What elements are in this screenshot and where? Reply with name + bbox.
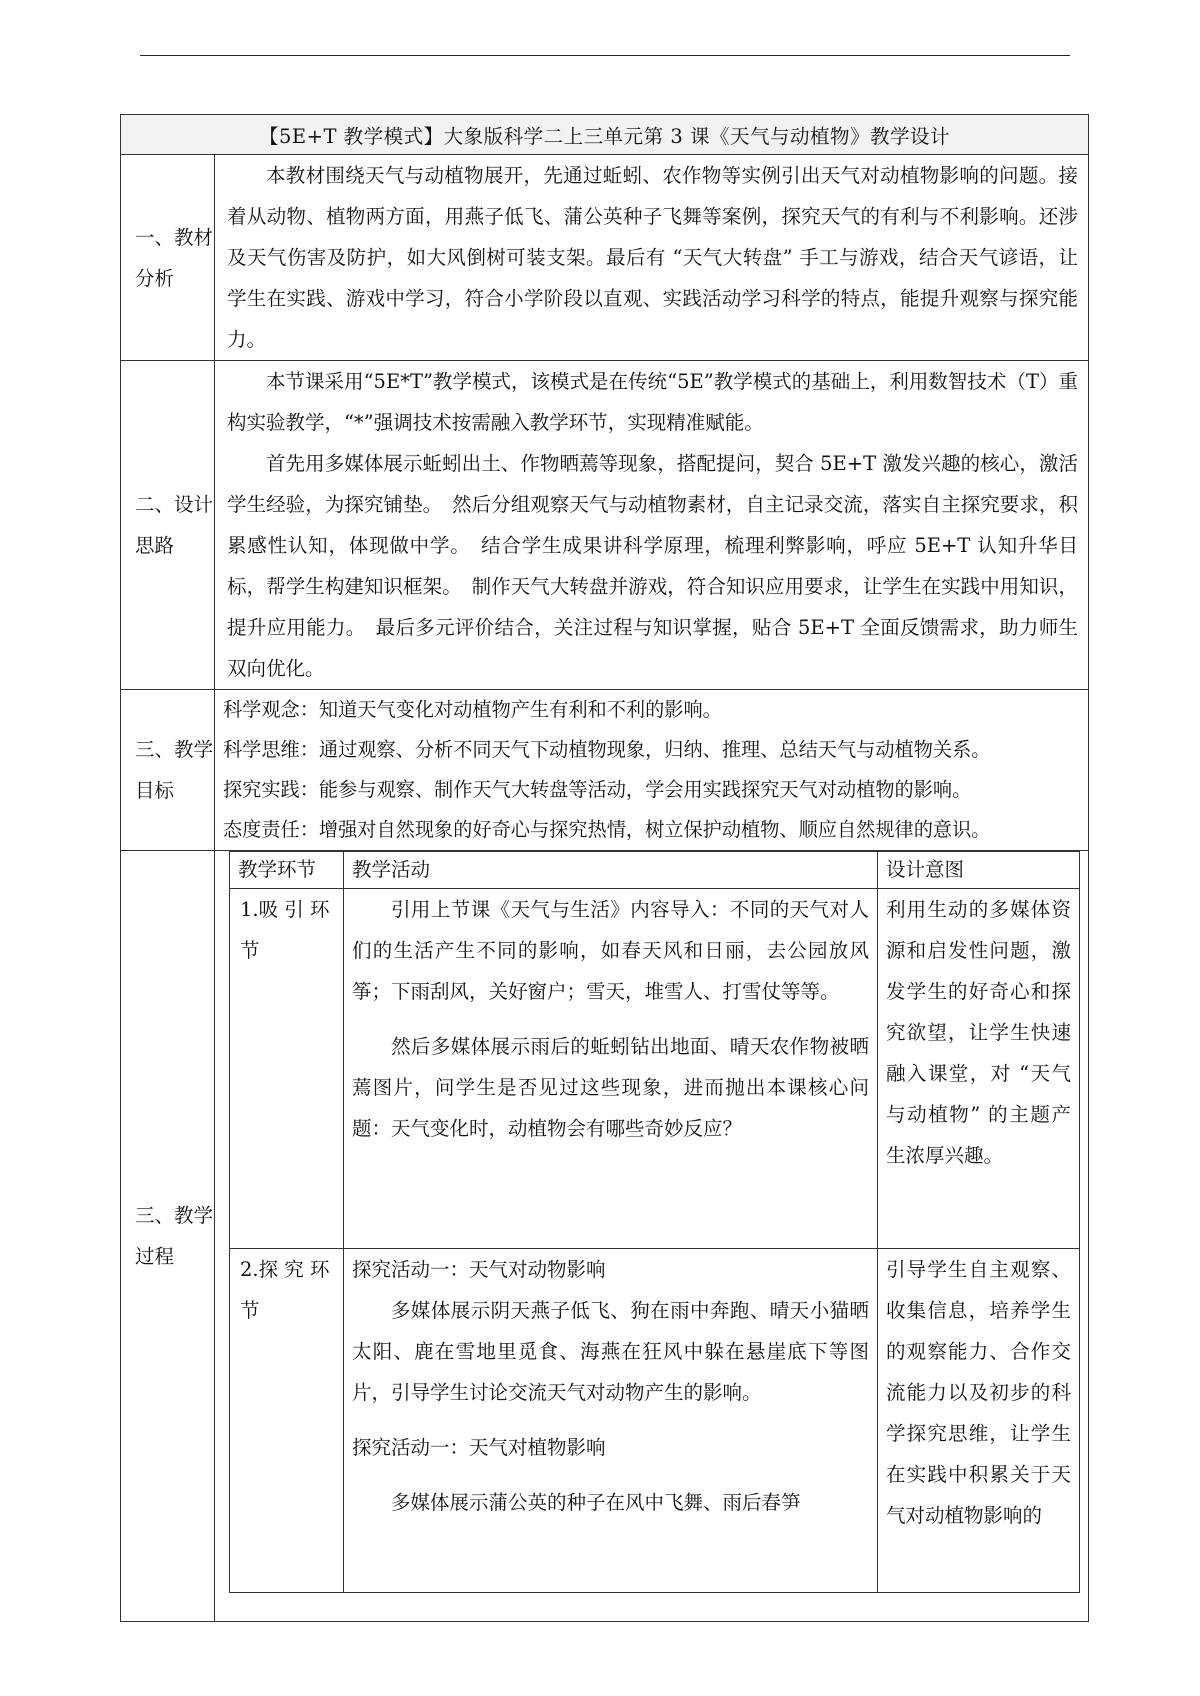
table-row [230,889,1080,1249]
design-text-cell [215,361,1089,690]
analysis-paragraph: 本教材围绕天气与动植物展开，先通过蚯蚓、农作物等实例引出天气对动植物影响的问题。接着从动物、植物两方面，用燕子低飞、蒲公英种子飞舞等案例，探究天气的有利与不利影响。还涉及天气伤害及防护，如大风倒树可装支架。最后有 “天气大转盘” 手工与游戏，结合天气谚语，让学生在实践、游戏中学习，符合小学阶段以直观、实践活动学习科学的特点，能提升观察与探究能力。 [227,164,1078,351]
process-header-row [230,852,1080,889]
activity-paragraph: 多媒体展示阴天燕子低飞、狗在雨中奔跑、晴天小猫晒太阳、鹿在雪地里觅食、海燕在狂风中躲在悬崖底下等图片，引导学生讨论交流天气对动物产生的影响。 [352,1299,869,1404]
intent-cell [878,1249,1080,1593]
lesson-plan-table [120,114,1089,1622]
header-activity: 教学活动 [344,852,878,889]
stage-cell: 2.探 究 环 节 [230,1249,344,1593]
goal-item: 探究实践：能参与观察、制作天气大转盘等活动，学会用实践探究天气对动植物的影响。 [223,778,972,801]
goal-item: 态度责任：增强对自然现象的好奇心与探究热情，树立保护动植物、顺应自然规律的意识。 [223,818,991,841]
document-title: 【5E+T 教学模式】大象版科学二上三单元第 3 课《天气与动植物》教学设计 [121,115,1089,155]
stage-cell: 1.吸 引 环 节 [230,889,344,1249]
activity-paragraph: 然后多媒体展示雨后的蚯蚓钻出地面、晴天农作物被晒蔫图片，问学生是否见过这些现象，进而抛出本课核心问题：天气变化时，动植物会有哪些奇妙反应？ [352,1035,869,1140]
activity-cell [344,889,878,1249]
intent-text: 引导学生自主观察、收集信息，培养学生的观察能力、合作交流能力以及初步的科学探究思维，让学生在实践中积累关于天气对动植物影响的 [886,1258,1071,1527]
section-label-design: 二、设计 思路 [121,361,215,690]
design-paragraph-2: 首先用多媒体展示蚯蚓出土、作物晒蔫等现象，搭配提问，契合 5E+T 激发兴趣的核心，激活学生经验，为探究铺垫。 然后分组观察天气与动植物素材，自主记录交流，落实自主探究要求，积累感性认知，体现做中学。 结合学生成果讲科学原理，梳理利弊影响，呼应 5E+T 认知升华目标，帮学生构建知识框架。 制作天气大转盘并游戏，符合知识应用要求，让学生在实践中用知识，提升应用能力。 最后多元评价结合，关注过程与知识掌握，贴合 5E+T 全面反馈需求，助力师生双向优化。 [227,452,1078,680]
section-analysis [121,155,1089,361]
section-design [121,361,1089,690]
section-label-goals: 三、教学 目标 [121,690,215,851]
goal-item: 科学思维：通过观察、分析不同天气下动植物现象，归纳、推理、总结天气与动植物关系。 [223,738,991,761]
activity-paragraph: 多媒体展示蒲公英的种子在风中飞舞、雨后春笋 [391,1491,801,1514]
activity-heading: 探究活动一：天气对动物影响 [352,1258,606,1281]
design-paragraph-1: 本节课采用“5E*T”教学模式，该模式是在传统“5E”教学模式的基础上，利用数智技术（T）重构实验教学，“*”强调技术按需融入教学环节，实现精准赋能。 [227,370,1078,434]
section-process [121,851,1089,1622]
intent-cell [878,889,1080,1249]
process-table [229,851,1080,1593]
process-cell [215,851,1089,1622]
section-label-process: 三、教学 过程 [121,851,215,1622]
section-label-analysis: 一、教材 分析 [121,155,215,361]
activity-cell [344,1249,878,1593]
header-rule [140,55,1070,56]
activity-heading: 探究活动一：天气对植物影响 [352,1436,606,1459]
header-intent: 设计意图 [878,852,1080,889]
header-stage: 教学环节 [230,852,344,889]
intent-text: 利用生动的多媒体资源和启发性问题，激发学生的好奇心和探究欲望，让学生快速融入课堂，对 “天气与动植物” 的主题产生浓厚兴趣。 [886,898,1071,1167]
analysis-text-cell [215,155,1089,361]
goal-item: 科学观念：知道天气变化对动植物产生有利和不利的影响。 [223,698,722,721]
goals-cell [215,690,1089,851]
table-row [230,1249,1080,1593]
activity-paragraph: 引用上节课《天气与生活》内容导入：不同的天气对人们的生活产生不同的影响，如春天风和日丽，去公园放风筝；下雨刮风，关好窗户；雪天，堆雪人、打雪仗等等。 [352,898,869,1003]
section-goals [121,690,1089,851]
